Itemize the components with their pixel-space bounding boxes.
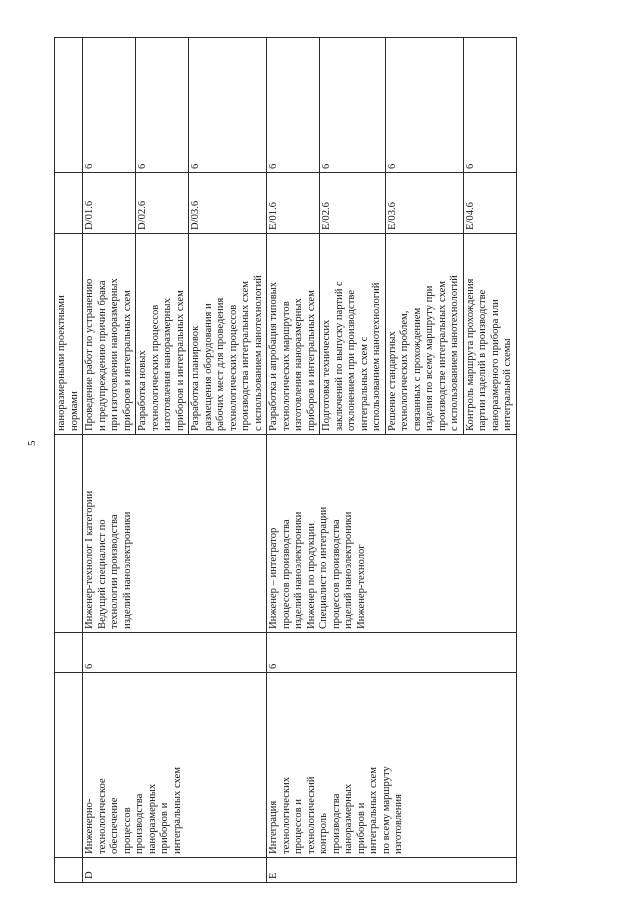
empty-cell [55, 673, 83, 858]
function-level: 6 [385, 38, 463, 173]
function-code: D/01.6 [83, 173, 136, 234]
empty-cell [55, 633, 83, 673]
table-row [267, 38, 320, 883]
function-code: E/04.6 [463, 173, 516, 234]
function-level: 6 [83, 38, 136, 173]
function-code: D/02.6 [136, 173, 189, 234]
function-level: 6 [136, 38, 189, 173]
function-code: E/01.6 [267, 173, 320, 234]
group-name: Инженерно- технологическое обеспечение процессов производства наноразмерных приборов и интегральных схем [83, 673, 267, 858]
group-code: D [83, 858, 267, 883]
table-row [83, 38, 136, 883]
table-row [55, 38, 83, 883]
empty-cell [55, 858, 83, 883]
function-level [55, 38, 83, 173]
function-code: E/03.6 [385, 173, 463, 234]
function-name: Контроль маршрута прохождения партии изделий в производстве наноразмерного прибора или интегральной схемы [463, 234, 516, 435]
function-code: D/03.6 [189, 173, 267, 234]
function-level: 6 [463, 38, 516, 173]
function-name: Проведение работ по устранению и предупреждению причин брака при изготовлении наноразмерных приборов и интегральных схем [83, 234, 136, 435]
group-name: Интеграция технологических процессов и технологический контроль производства наноразмерных приборов и интегральных схем по всему маршруту изготовления [267, 673, 517, 858]
group-level: 6 [267, 633, 517, 673]
function-name: Решение стандартных технологических проблем, связанных с прохождением изделия по всему маршруту при производстве интегральных схем с использованием нанотехнологий [385, 234, 463, 435]
function-level: 6 [267, 38, 320, 173]
group-code: E [267, 858, 517, 883]
function-name: Разработка планировок размещения оборудования и рабочих мест для проведения технологических процессов производства интегральных схем с использованием нанотехнологий [189, 234, 267, 435]
group-positions: Инженер-технолог I категории Ведущий специалист по технологии производства изделий наноэлектроники [83, 435, 267, 633]
table-body [55, 38, 517, 883]
functions-table [54, 37, 517, 883]
group-level: 6 [83, 633, 267, 673]
function-name: наноразмерными проектными нормами [55, 234, 83, 435]
function-level: 6 [320, 38, 386, 173]
function-name: Разработка новых технологических процессов изготовления наноразмерных приборов и интегральных схем [136, 234, 189, 435]
function-code: E/02.6 [320, 173, 386, 234]
function-level: 6 [189, 38, 267, 173]
page-number: 5 [26, 440, 38, 446]
function-code [55, 173, 83, 234]
function-name: Разработка и апробация типовых технологических маршрутов изготовления наноразмерных приборов и интегральных схем [267, 234, 320, 435]
function-name: Подготовка технических заключений по выпуску партий с отклонением при производстве интегральных схем с использованием нанотехнологий [320, 234, 386, 435]
empty-cell [55, 435, 83, 633]
group-positions: Инженер – интегратор процессов производства изделий наноэлектроники Инженер по продукции Специалист по интеграции процессов производства изделий наноэлектроники Инженер-технолог [267, 435, 517, 633]
